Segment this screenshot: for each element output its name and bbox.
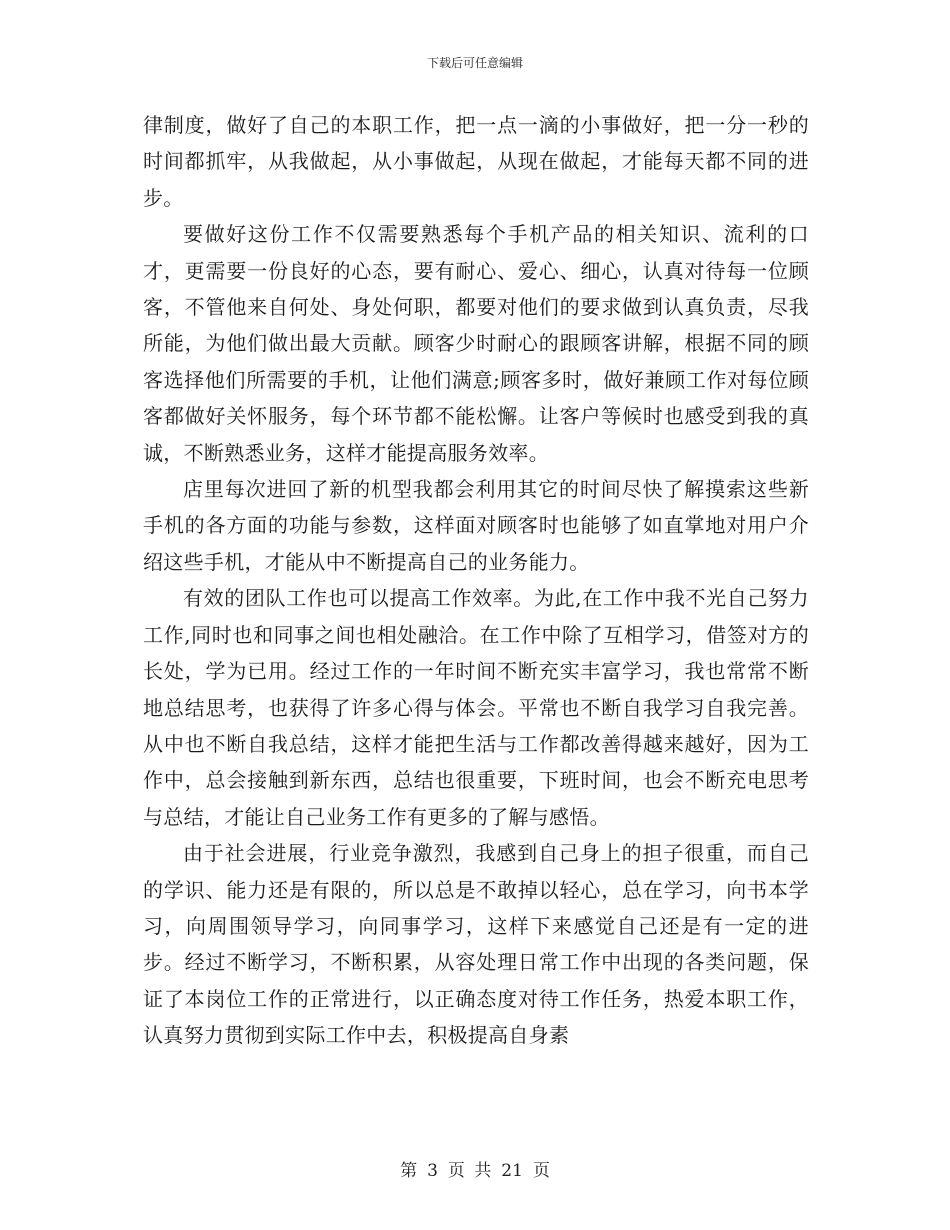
footer-page-number: 3 — [427, 1161, 438, 1181]
paragraph-3: 店里每次进回了新的机型我都会利用其它的时间尽快了解摸索这些新手机的各方面的功能与参数，这样面对顾客时也能够了如直掌地对用户介绍这些手机，才能从中不断提高自己的业务能力。 — [143, 477, 809, 574]
paragraph-5: 由于社会进展，行业竞争激烈，我感到自己身上的担子很重，而自己的学识、能力还是有限的，所以总是不敢掉以轻心，总在学习，向书本学习，向周围领导学习，向同事学习，这样下来感觉自己还是有一定的进步。经过不断学习，不断积累，从容处理日常工作中出现的各类问题，保证了本岗位工作的正常进行，以正确态度对待工作任务，热爱本职工作，认真努力贯彻到实际工作中去，积极提高自身素 — [143, 841, 809, 1048]
footer-suffix: 页 — [532, 1161, 550, 1181]
paragraph-2: 要做好这份工作不仅需要熟悉每个手机产品的相关知识、流利的口才，更需要一份良好的心态，要有耐心、爱心、细心，认真对待每一位顾客，不管他来自何处、身处何职，都要对他们的要求做到认真负责，尽我所能，为他们做出最大贡献。顾客少时耐心的跟顾客讲解，根据不同的顾客选择他们所需要的手机，让他们满意;顾客多时，做好兼顾工作对每位顾客都做好关怀服务，每个环节都不能松懈。让客户等候时也感受到我的真诚，不断熟悉业务，这样才能提高服务效率。 — [143, 222, 809, 465]
document-body — [143, 107, 809, 1054]
page-header-note: 下载后可任意编辑 — [426, 56, 523, 70]
footer-prefix: 第 — [400, 1161, 418, 1181]
paragraph-1: 律制度，做好了自己的本职工作，把一点一滴的小事做好，把一分一秒的时间都抓牢，从我做起，从小事做起，从现在做起，才能每天都不同的进步。 — [143, 113, 809, 210]
page-footer — [0, 1156, 950, 1181]
footer-middle: 页 共 — [447, 1161, 492, 1181]
paragraph-4: 有效的团队工作也可以提高工作效率。为此,在工作中我不光自己努力工作,同时也和同事之间也相处融洽。在工作中除了互相学习，借签对方的长处，学为已用。经过工作的一年时间不断充实丰富学习，我也常常不断地总结思考，也获得了许多心得与体会。平常也不断自我学习自我完善。从中也不断自我总结，这样才能把生活与工作都改善得越来越好，因为工作中，总会接触到新东西，总结也很重要，下班时间，也会不断充电思考与总结，才能让自己业务工作有更多的了解与感悟。 — [143, 586, 809, 829]
footer-total-pages: 21 — [501, 1161, 523, 1181]
